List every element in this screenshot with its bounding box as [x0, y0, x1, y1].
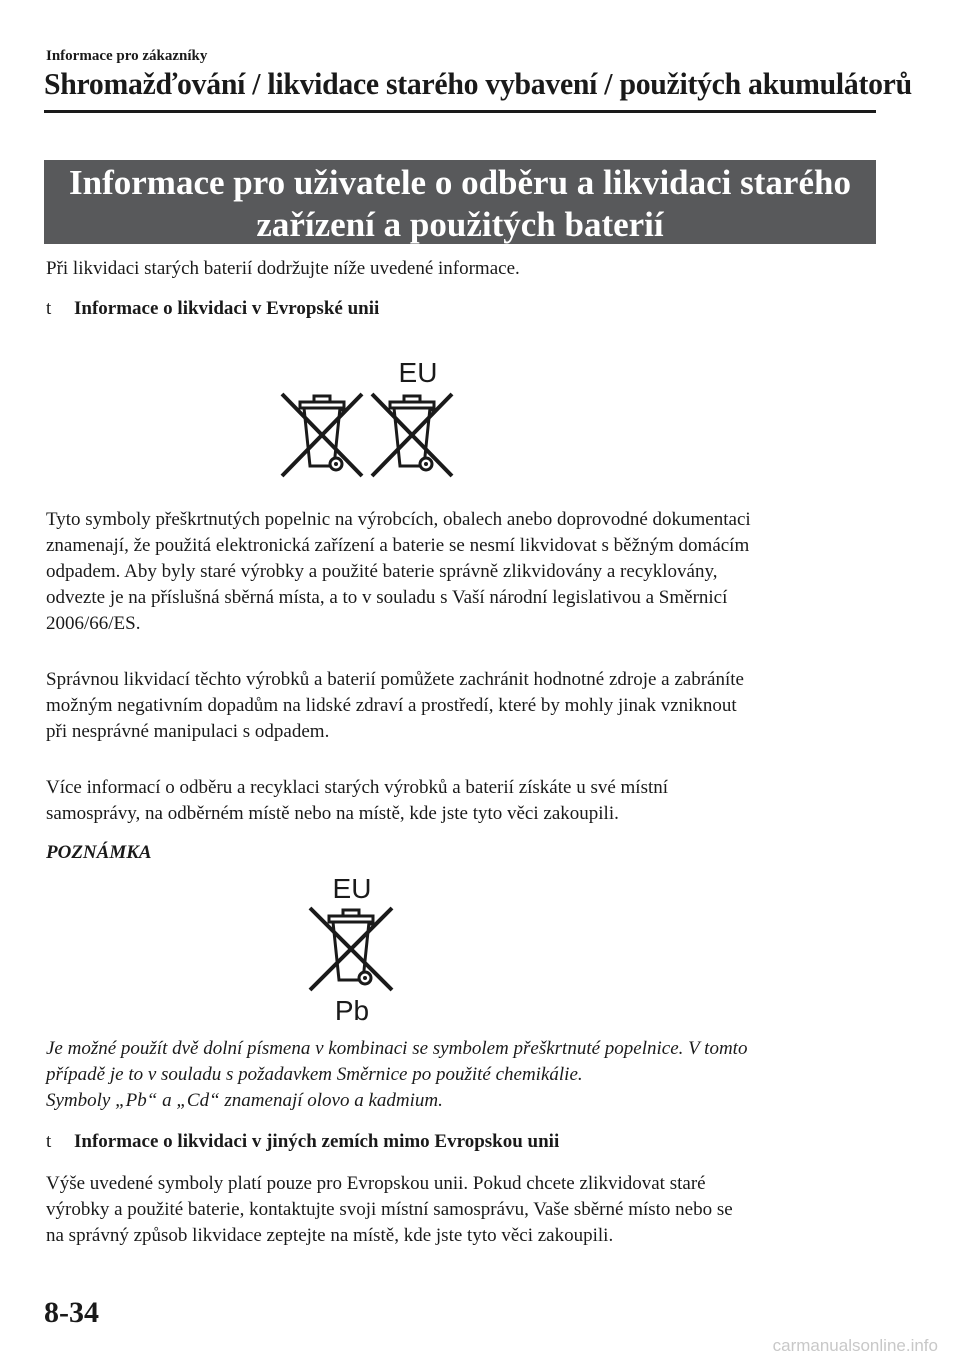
paragraph-eu-3	[46, 775, 886, 827]
text-line: při nesprávné manipulaci s odpadem.	[46, 721, 330, 742]
text-line: Tyto symboly přeškrtnutých popelnic na výrobcích, obalech anebo doprovodné dokumentaci	[46, 509, 751, 530]
pb-symbol-bottom-label: Pb	[334, 995, 370, 1025]
eu-symbol-label: EU	[398, 357, 438, 388]
intro-text: Při likvidaci starých baterií dodržujte níže uvedené informace.	[46, 258, 520, 279]
text-line: Symboly „Pb“ a „Cd“ znamenají olovo a kadmium.	[46, 1090, 443, 1111]
text-line: možným negativním dopadům na lidské zdraví a prostředí, které by mohly jinak vzniknout	[46, 695, 737, 716]
text-line: Správnou likvidací těchto výrobků a baterií pomůžete zachránit hodnotné zdroje a zabráníte	[46, 669, 744, 690]
section-marker: t	[46, 1131, 52, 1152]
section-label: Informace pro zákazníky	[46, 48, 208, 64]
watermark: carmanualsonline.info	[772, 1336, 938, 1355]
note-heading: POZNÁMKA	[46, 842, 152, 863]
section-heading-other	[46, 1131, 559, 1153]
crossed-bin-icon	[372, 394, 452, 476]
section-marker: t	[46, 298, 52, 319]
text-line: Výše uvedené symboly platí pouze pro Evropskou unii. Pokud chcete zlikvidovat staré	[46, 1173, 706, 1194]
section-title-eu: Informace o likvidaci v Evropské unii	[74, 298, 380, 319]
text-line: na správný způsob likvidace zeptejte na místě, kde jste tyto věci zakoupili.	[46, 1225, 614, 1246]
note-text	[46, 1036, 886, 1114]
section-heading-eu	[46, 298, 379, 320]
paragraph-eu-1	[46, 507, 886, 637]
text-line: výrobky a použité baterie, kontaktujte svoji místní samosprávu, Vaše sběrné místo nebo se	[46, 1199, 733, 1220]
crossed-bin-pb-symbol	[300, 870, 410, 1025]
section-title-other: Informace o likvidaci v jiných zemích mimo Evropskou unii	[74, 1131, 560, 1152]
banner-line-2: zařízení a použitých baterií	[256, 205, 664, 244]
text-line: Více informací o odběru a recyklaci starých výrobků a baterií získáte u své místní	[46, 777, 669, 798]
heading-banner	[44, 160, 876, 244]
pb-symbol-top-label: EU	[332, 873, 372, 904]
paragraph-other	[46, 1171, 886, 1249]
page-number: 8-34	[44, 1296, 99, 1329]
text-line: odvezte je na příslušná sběrná místa, a to v souladu s Vaší národní legislativou a Směrnicí	[46, 587, 728, 608]
text-line: odpadem. Aby byly staré výrobky a použité baterie správně zlikvidovány a recyklovány,	[46, 561, 718, 582]
text-line: případě je to v souladu s požadavkem Směrnice po použité chemikálie.	[46, 1064, 583, 1085]
crossed-bin-icon	[282, 394, 362, 476]
text-line: 2006/66/ES.	[46, 613, 141, 634]
text-line: Je možné použít dvě dolní písmena v kombinaci se symbolem přeškrtnuté popelnice. V tomto	[46, 1038, 748, 1059]
text-line: znamenají, že použitá elektronická zařízení a baterie se nesmí likvidovat s běžným domácím	[46, 535, 750, 556]
crossed-bin-icon	[310, 908, 392, 990]
page-title: Shromažďování / likvidace starého vybavení / použitých akumulátorů	[44, 66, 912, 101]
header-rule	[44, 110, 876, 113]
banner-line-1: Informace pro uživatele o odběru a likvidaci starého	[69, 163, 851, 202]
crossed-bin-eu-symbol	[270, 352, 470, 482]
text-line: samosprávy, na odběrném místě nebo na místě, kde jste tyto věci zakoupili.	[46, 803, 619, 824]
paragraph-eu-2	[46, 667, 886, 745]
